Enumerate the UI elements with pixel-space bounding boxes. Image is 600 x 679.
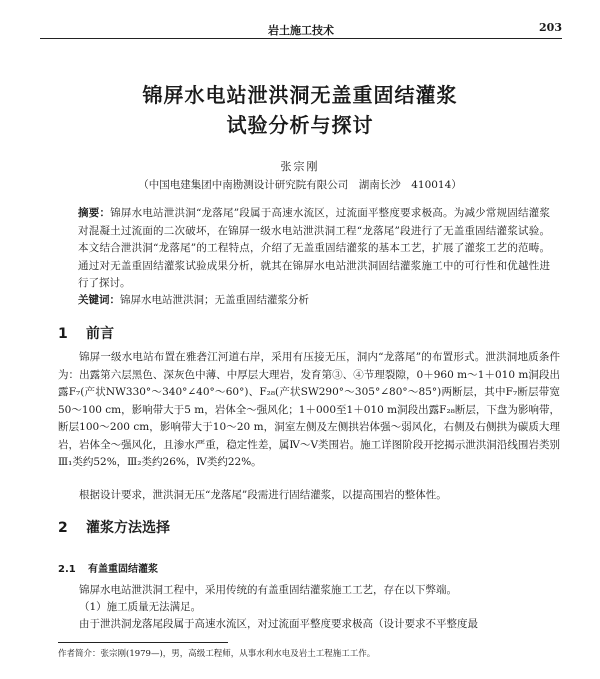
section-1-paragraph-1: 锦屏一级水电站布置在雅砻江河道右岸，采用有压接无压，洞内“龙落尾”的布置形式。泄洪洞地质条件为：出露第六层黑色、深灰色中薄、中厚层大理岩，发育第③、④节理裂隙，0＋960 m～1＋010 m洞段出露F₇(产状NW330°～340°∠40°～60°)、F₂₈(产状SW290°～305°∠80°～85°)两断层，其中F₇断层带宽50～100 cm，影响带大于5 m，岩体全～强风化；1＋000至1＋010 m洞段出露F₂₈断层，下盘为影响带，断层100～200 cm，影响带大于10～20 m，洞室左侧及左侧拱岩体强～弱风化，右侧及右侧拱为碳质大理岩，岩体全～强风化，且渗水严重，稳定性差，属Ⅳ～Ⅴ类围岩。施工详图阶段开挖揭示泄洪洞沿线围岩类别Ⅲ₁类约52%，Ⅲ₂类约26%，Ⅳ类约22%。 — [58, 351, 560, 468]
section-2-paragraph-2: （1）施工质量无法满足。 — [79, 601, 202, 613]
paper-title — [40, 80, 560, 140]
keywords-label: 关键词： — [78, 294, 120, 306]
subsection-2-1-heading — [58, 560, 158, 575]
footnote-divider — [58, 642, 228, 643]
author-name: 张宗刚 — [280, 160, 320, 173]
keywords-text: 锦屏水电站泄洪洞；无盖重固结灌浆分析 — [120, 294, 309, 306]
section-2-number: 2 — [58, 520, 68, 536]
author-affiliation: （中国电建集团中南勘测设计研究院有限公司 湖南长沙 410014） — [138, 179, 462, 191]
section-1-heading — [58, 323, 114, 343]
abstract-label: 摘要： — [78, 207, 111, 219]
section-1-title: 前言 — [86, 326, 114, 342]
keywords — [78, 292, 550, 309]
section-1-number: 1 — [58, 326, 68, 342]
title-line-2: 试验分析与探讨 — [226, 113, 374, 137]
section-1-paragraph-2: 根据设计要求，泄洪洞无压“龙落尾”段需进行固结灌浆，以提高围岩的整体性。 — [79, 489, 447, 501]
page-number: 203 — [539, 21, 562, 34]
subsection-2-1-title: 有盖重固结灌浆 — [88, 564, 158, 575]
running-header — [40, 20, 562, 39]
section-2-title: 灌浆方法选择 — [86, 520, 170, 536]
subsection-2-1-number: 2.1 — [58, 564, 76, 575]
title-line-1: 锦屏水电站泄洪洞无盖重固结灌浆 — [142, 83, 458, 107]
journal-name: 岩土施工技术 — [268, 24, 334, 37]
abstract — [78, 205, 550, 293]
section-2-heading — [58, 517, 170, 537]
abstract-text: 锦屏水电站泄洪洞“龙落尾”段属于高速水流区，过流面平整度要求极高。为减少常规固结灌浆对混凝土过流面的二次破坏，在锦屏一级水电站泄洪洞工程“龙落尾”段进行了无盖重固结灌浆试验。本文结合泄洪洞“龙落尾”的工程特点，介绍了无盖重固结灌浆的基本工艺，扩展了灌浆工艺的范畴。通过对无盖重固结灌浆试验成果分析，就其在锦屏水电站泄洪洞固结灌浆施工中的可行性和优越性进行了探讨。 — [78, 207, 551, 289]
section-2-paragraph-3: 由于泄洪洞龙落尾段属于高速水流区，对过流面平整度要求极高（设计要求不平整度最 — [79, 618, 478, 630]
author-footnote: 作者简介：张宗刚(1979—)，男，高级工程师，从事水利水电及岩土工程施工工作。 — [58, 649, 376, 659]
section-2-paragraph-1: 锦屏水电站泄洪洞工程中，采用传统的有盖重固结灌浆施工工艺，存在以下弊端。 — [79, 584, 457, 596]
